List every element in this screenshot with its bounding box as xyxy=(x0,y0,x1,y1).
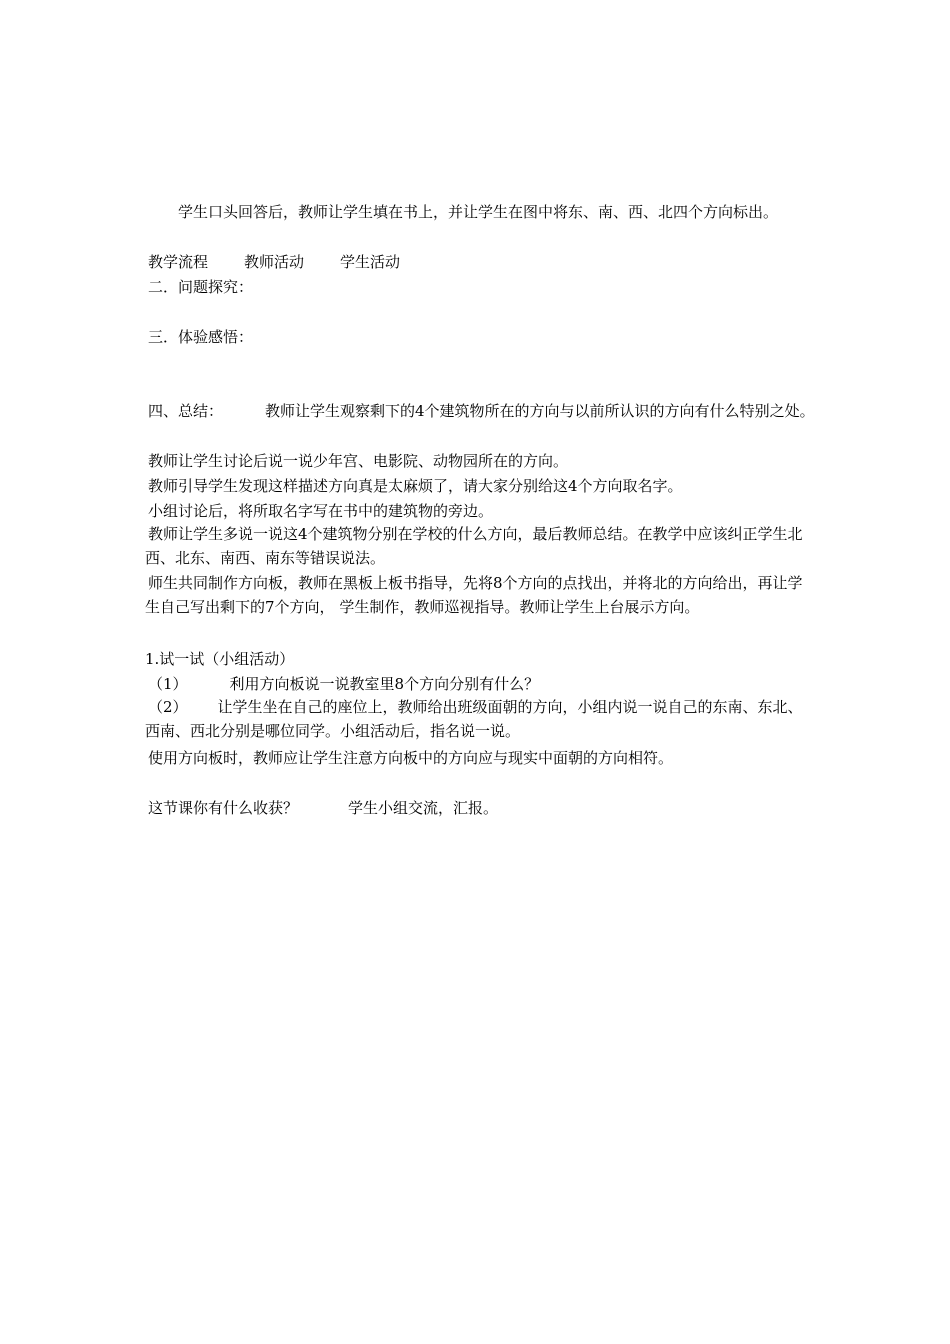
header-process: 教学流程 xyxy=(148,253,209,271)
try-note: 使用方向板时，教师应让学生注意方向板中的方向应与现实中面朝的方向相符。 xyxy=(148,749,674,767)
paragraph: 教师引导学生发现这样描述方向真是太麻烦了，请大家分别给这4个方向取名字。 xyxy=(148,477,683,495)
try-item-2-text: 让学生坐在自己的座位上，教师给出班级面朝的方向，小组内说一说自己的东南、东北、西南、西北分别是哪位同学。小组活动后，指名说一说。 xyxy=(145,698,803,740)
paragraph: 教师让学生讨论后说一说少年宫、电影院、动物园所在的方向。 xyxy=(148,452,569,470)
summary-answer: 学生小组交流，汇报。 xyxy=(348,799,499,817)
try-title: 1.试一试（小组活动） xyxy=(145,650,295,668)
paragraph xyxy=(145,571,815,619)
paragraph-text: 师生共同制作方向板，教师在黑板上板书指导，先将8个方向的点找出，并将北的方向给出，再让学生自己写出剩下的7个方向， 学生制作，教师巡视指导。教师让学生上台展示方向。 xyxy=(145,574,803,616)
try-item-1-number: （1） xyxy=(148,675,188,693)
try-item-2-number: （2） xyxy=(148,698,188,716)
paragraph-text: 教师让学生多说一说这4个建筑物分别在学校的什么方向，最后教师总结。在教学中应该纠正学生北西、北东、南西、南东等错误说法。 xyxy=(145,525,803,567)
try-item-1 xyxy=(148,673,818,695)
summary-question: 这节课你有什么收获？ xyxy=(148,799,299,817)
section-heading-3: 三．体验感悟： xyxy=(148,328,254,346)
paragraph: 小组讨论后，将所取名字写在书中的建筑物的旁边。 xyxy=(148,502,494,520)
summary-row xyxy=(148,797,818,819)
section-heading-2: 二．问题探究： xyxy=(148,278,254,296)
header-teacher: 教师活动 xyxy=(244,253,305,271)
paragraph-intro: 学生口头回答后，教师让学生填在书上，并让学生在图中将东、南、西、北四个方向标出。 xyxy=(178,203,779,221)
section-4-summary xyxy=(145,399,815,423)
header-student: 学生活动 xyxy=(340,253,401,271)
paragraph xyxy=(145,522,815,570)
table-header xyxy=(148,251,818,273)
section-heading-4: 四、总结： xyxy=(148,402,224,420)
try-item-1-text: 利用方向板说一说教室里8个方向分别有什么？ xyxy=(229,675,540,693)
try-item-2 xyxy=(145,695,815,743)
section-4-text: 教师让学生观察剩下的4个建筑物所在的方向与以前所认识的方向有什么特别之处。 xyxy=(265,402,815,420)
